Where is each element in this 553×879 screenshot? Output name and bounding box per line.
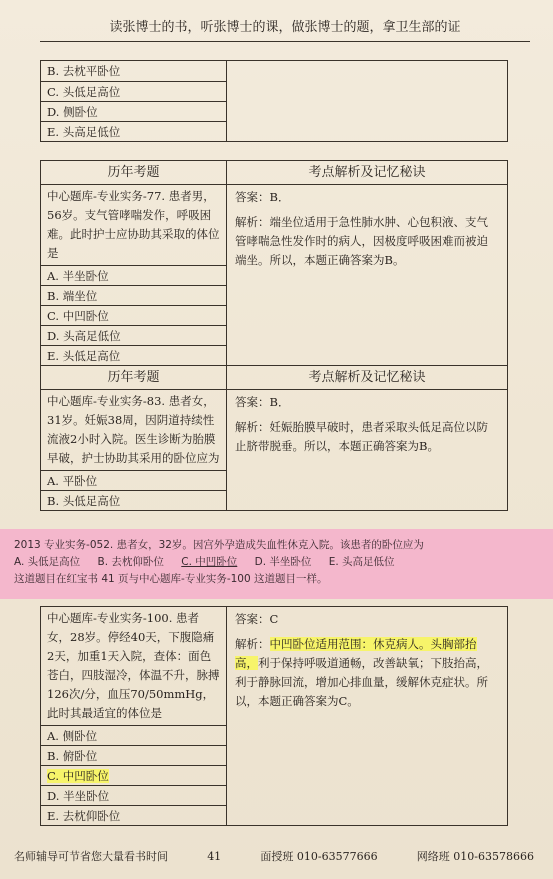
question-table-83 [40, 365, 508, 511]
option-item: E. 头低足高位 [41, 345, 226, 365]
analysis-text: 解析：妊娠胎膜早破时，患者采取头低足高位以防止脐带脱垂。所以，本题正确答案为B。 [235, 420, 488, 453]
option-item: B. 俯卧位 [41, 745, 226, 765]
option-item: B. 去枕平卧位 [47, 64, 121, 78]
option-item: A. 侧卧位 [41, 725, 226, 745]
footer-classroom: 面授班 010-63577666 [260, 850, 378, 863]
footer-online: 网络班 010-63578666 [416, 850, 534, 863]
note-option-correct: C. 中凹卧位 [181, 556, 238, 568]
option-item: B. 端坐位 [41, 285, 226, 305]
analysis-heading: 考点解析及记忆秘诀 [308, 370, 426, 385]
option-item: E. 头高足低位 [41, 121, 226, 141]
blank-column [227, 61, 507, 141]
note-option: B. 去枕仰卧位 [97, 556, 164, 568]
question-table-77 [40, 160, 508, 366]
analysis-highlight: 中凹卧位适用范围：休克病人。头胸部抬高， [235, 637, 477, 670]
history-exam-heading: 历年考题 [41, 366, 227, 389]
note-reference: 这道题目在红宝书 41 页与中心题库-专业实务-100 这道题目一样。 [14, 573, 328, 585]
option-item: A. 半坐卧位 [41, 265, 226, 285]
history-exam-heading: 历年考题 [41, 161, 227, 184]
option-item-correct: C. 中凹卧位 [41, 765, 226, 785]
option-item: E. 去枕仰卧位 [41, 805, 226, 825]
option-item: C. 头低足高位 [41, 81, 226, 101]
note-question: 2013 专业实务-052. 患者女，32岁。因宫外孕造成失血性休克入院。该患者的卧位应为 [14, 539, 424, 551]
answer-label: 答案：B． [235, 190, 290, 204]
analysis-heading: 考点解析及记忆秘诀 [308, 165, 426, 180]
options-column [41, 61, 227, 141]
note-option: D. 半坐卧位 [254, 556, 312, 568]
option-item: A. 平卧位 [41, 470, 226, 490]
footer-slogan: 名师辅导可节省您大量看书时间 [14, 850, 168, 863]
page-header: 读张博士的书，听张博士的课，做张博士的题，拿卫生部的证 [40, 14, 530, 42]
question-text: 中心题库-专业实务-77. 患者男，56岁。支气管哮喘发作，呼吸困难。此时护士应协助其采取的体位是 [47, 189, 220, 260]
note-options [14, 554, 539, 571]
option-item: B. 头低足高位 [41, 490, 226, 510]
question-text: 中心题库-专业实务-100. 患者女，28岁。停经40天，下腹隐痛2天，加重1天入院，查体：面色苍白，四肢湿冷，体温不升，脉搏126次/分，血压70/50mmHg，此时其最适宜的体位是 [47, 611, 220, 720]
note-option: A. 头低足高位 [14, 556, 81, 568]
option-item: C. 中凹卧位 [41, 305, 226, 325]
note-option: E. 头高足低位 [328, 556, 395, 568]
page-number: 41 [207, 850, 222, 863]
analysis-text: 解析：中凹卧位适用范围：休克病人。头胸部抬高，利于保持呼吸道通畅，改善缺氧；下肢抬高，利于静脉回流，增加心排血量，缓解休克症状。所以，本题正确答案为C。 [235, 637, 488, 708]
answer-label: 答案：B． [235, 395, 290, 409]
analysis-text: 解析：端坐位适用于急性肺水肿、心包积液、支气管哮喘急性发作时的病人，因极度呼吸困难而被迫端坐。所以，本题正确答案为B。 [235, 215, 488, 267]
option-item: D. 半坐卧位 [41, 785, 226, 805]
options-table-1 [40, 60, 508, 142]
option-item: D. 头高足低位 [41, 325, 226, 345]
page-footer [14, 848, 534, 866]
option-item: D. 侧卧位 [41, 101, 226, 121]
exam-note-box [0, 529, 553, 599]
question-table-100 [40, 606, 508, 826]
question-text: 中心题库-专业实务-83. 患者女，31岁。妊娠38周，因阴道持续性流液2小时入院。医生诊断为胎膜早破，护士协助其采用的卧位应为 [47, 394, 220, 465]
answer-label: 答案：C [235, 612, 279, 626]
